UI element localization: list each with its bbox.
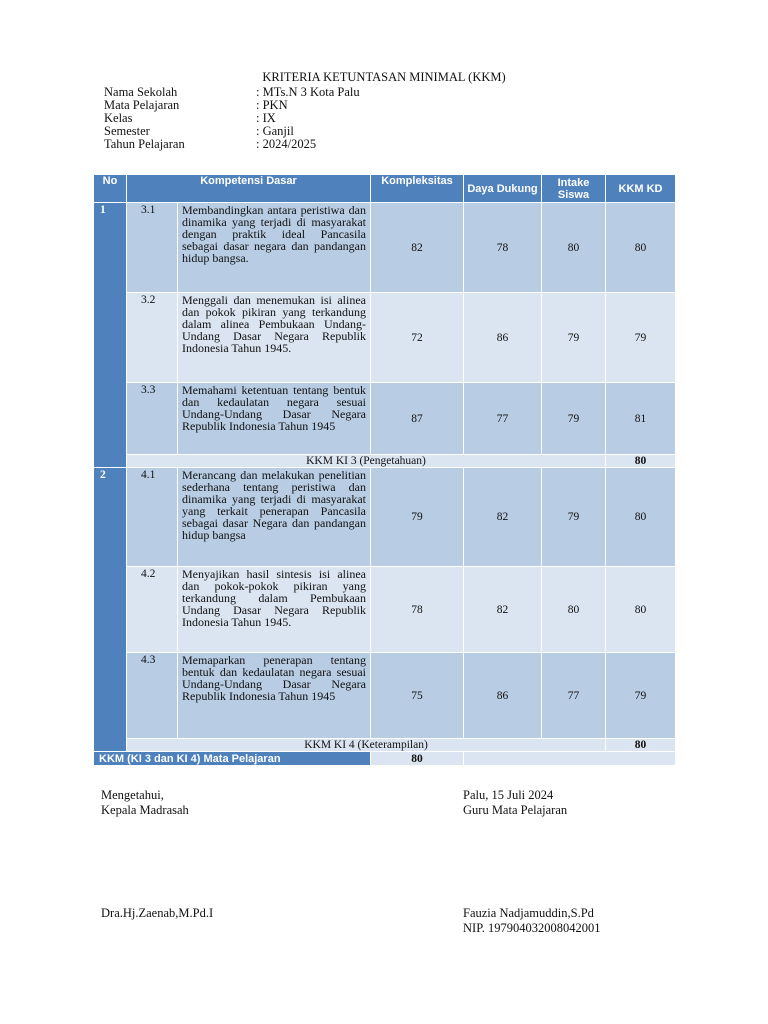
- teacher-name: Fauzia Nadjamuddin,S.Pd: [463, 906, 594, 920]
- intake-value: 77: [542, 653, 606, 739]
- kd-code: 4.1: [127, 468, 178, 567]
- subtotal-row: [94, 739, 676, 752]
- school-info: [104, 86, 360, 151]
- daya-dukung-value: 82: [464, 468, 542, 567]
- info-label: Tahun Pelajaran: [104, 137, 185, 151]
- daya-dukung-value: 82: [464, 567, 542, 653]
- table-row: [94, 383, 676, 455]
- kkm-kd-value: 79: [606, 653, 676, 739]
- headmaster-name: Dra.Hj.Zaenab,M.Pd.I: [101, 906, 214, 920]
- info-value: : PKN: [256, 98, 288, 112]
- info-value: : Ganjil: [256, 124, 294, 138]
- header-daya-dukung: Daya Dukung: [464, 175, 542, 203]
- row-number: 1: [94, 203, 127, 468]
- teacher-signature: [463, 906, 601, 936]
- subtotal-label: KKM KI 3 (Pengetahuan): [127, 455, 606, 468]
- header-kompetensi-dasar: Kompetensi Dasar: [127, 175, 371, 203]
- table-row: [94, 203, 676, 293]
- daya-dukung-value: 77: [464, 383, 542, 455]
- row-number: 2: [94, 468, 127, 752]
- subtotal-label: KKM KI 4 (Keterampilan): [127, 739, 606, 752]
- kompleksitas-value: 75: [371, 653, 464, 739]
- intake-value: 79: [542, 468, 606, 567]
- info-label: Mata Pelajaran: [104, 98, 180, 112]
- info-row: [104, 138, 360, 151]
- intake-value: 79: [542, 293, 606, 383]
- teacher-nip: NIP. 197904032008042001: [463, 921, 601, 935]
- kd-description: Memaparkan penerapan tentang bentuk dan kedaulatan negara sesuai Undang-Undang Dasar Negara Republik Indonesia Tahun 1945: [178, 653, 371, 739]
- header-intake-siswa: Intake Siswa: [542, 175, 606, 203]
- final-kkm-value: 80: [371, 752, 464, 766]
- table-row: [94, 567, 676, 653]
- info-value: : IX: [256, 111, 276, 125]
- intake-value: 80: [542, 567, 606, 653]
- header-no: No: [94, 175, 127, 203]
- daya-dukung-value: 78: [464, 203, 542, 293]
- info-label: Semester: [104, 124, 150, 138]
- headmaster-title: Kepala Madrasah: [101, 803, 189, 817]
- kd-code: 4.3: [127, 653, 178, 739]
- header-kkm-kd: KKM KD: [606, 175, 676, 203]
- table-row: [94, 653, 676, 739]
- kompleksitas-value: 78: [371, 567, 464, 653]
- place-date: Palu, 15 Juli 2024: [463, 788, 554, 802]
- kkm-kd-value: 81: [606, 383, 676, 455]
- info-value: : 2024/2025: [256, 137, 317, 151]
- final-kkm-label: KKM (KI 3 dan KI 4) Mata Pelajaran: [94, 752, 371, 766]
- empty-cell: [464, 752, 676, 766]
- kkm-table: [93, 174, 676, 766]
- kkm-kd-value: 80: [606, 567, 676, 653]
- subtotal-value: 80: [606, 455, 676, 468]
- kompleksitas-value: 72: [371, 293, 464, 383]
- table-row: [94, 468, 676, 567]
- kkm-kd-value: 79: [606, 293, 676, 383]
- daya-dukung-value: 86: [464, 653, 542, 739]
- info-label: Kelas: [104, 111, 133, 125]
- intake-value: 80: [542, 203, 606, 293]
- kkm-kd-value: 80: [606, 203, 676, 293]
- final-kkm-row: [94, 752, 676, 766]
- info-row: [104, 99, 360, 112]
- subtotal-row: [94, 455, 676, 468]
- kkm-kd-value: 80: [606, 468, 676, 567]
- daya-dukung-value: 86: [464, 293, 542, 383]
- header-kompleksitas: Kompleksitas: [371, 175, 464, 203]
- info-value: : MTs.N 3 Kota Palu: [256, 85, 360, 99]
- kd-code: 3.2: [127, 293, 178, 383]
- subtotal-value: 80: [606, 739, 676, 752]
- kd-description: Menggali dan menemukan isi alinea dan pokok pikiran yang terkandung dalam alinea Pembukaan Undang-Undang Dasar Negara Republik Indonesia Tahun 1945.: [178, 293, 371, 383]
- teacher-title: Guru Mata Pelajaran: [463, 803, 568, 817]
- kd-description: Merancang dan melakukan penelitian sederhana tentang peristiwa dan dinamika yang terjadi di masyarakat yang terkait penerapan Pancasila sebagai dasar Negara dan pandangan hidup bangsa: [178, 468, 371, 567]
- intake-value: 79: [542, 383, 606, 455]
- kd-code: 4.2: [127, 567, 178, 653]
- kd-description: Membandingkan antara peristiwa dan dinamika yang terjadi di masyarakat dengan praktik ideal Pancasila sebagai dasar negara dan pandangan hidup bangsa.: [178, 203, 371, 293]
- kd-description: Menyajikan hasil sintesis isi alinea dan pokok-pokok pikiran yang terkandung dalam Pembukaan Undang Dasar Negara Republik Indonesia Tahun 1945.: [178, 567, 371, 653]
- info-label: Nama Sekolah: [104, 85, 178, 99]
- approval-label: Mengetahui,: [101, 788, 164, 802]
- date-block: [463, 788, 567, 818]
- kd-code: 3.1: [127, 203, 178, 293]
- kompleksitas-value: 82: [371, 203, 464, 293]
- kd-code: 3.3: [127, 383, 178, 455]
- approval-block: [101, 788, 189, 818]
- kd-description: Memahami ketentuan tentang bentuk dan kedaulatan negara sesuai Undang-Undang Dasar Negara Republik Indonesia Tahun 1945: [178, 383, 371, 455]
- kompleksitas-value: 87: [371, 383, 464, 455]
- table-row: [94, 293, 676, 383]
- kompleksitas-value: 79: [371, 468, 464, 567]
- document-title: KRITERIA KETUNTASAN MINIMAL (KKM): [262, 70, 506, 84]
